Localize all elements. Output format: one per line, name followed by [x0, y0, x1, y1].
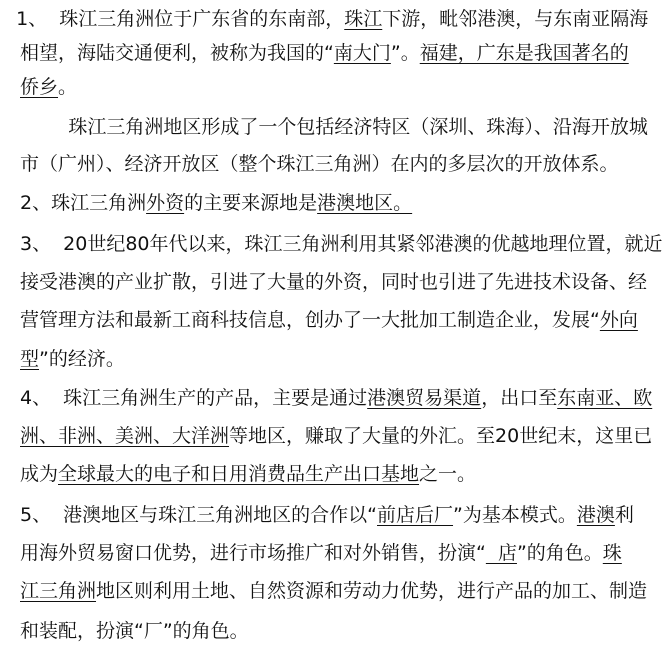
text-segment: 相望，海陆交通便利，被称为我国的“ — [20, 42, 334, 64]
underlined-text: 港澳 — [576, 504, 615, 526]
text-line — [20, 538, 660, 568]
text-segment: ”为基本模式。 — [453, 504, 577, 526]
text-line — [20, 305, 660, 335]
text-line — [20, 616, 660, 646]
underlined-text: 外资 — [146, 192, 185, 214]
text-segment: 3、 20世纪80年代以来，珠江三角洲利用其紧邻港澳的优越地理位置，就近 — [20, 233, 663, 255]
underlined-text: 港澳地区。 — [317, 192, 413, 214]
text-line — [20, 459, 660, 489]
underlined-text: 侨乡 — [20, 76, 59, 98]
underlined-text: 洲、非洲、美洲、大洋洲 — [20, 425, 230, 447]
text-line — [20, 188, 660, 218]
text-segment: 的主要来源地是 — [184, 192, 318, 214]
text-segment: 5、 港澳地区与珠江三角洲地区的合作以“ — [20, 504, 378, 526]
underlined-text: 外向 — [599, 309, 638, 331]
underlined-text: 东南亚、欧 — [557, 387, 653, 409]
underlined-text: 江三角洲 — [20, 580, 97, 602]
text-segment: 成为 — [20, 463, 59, 485]
underlined-text: 福建，广东是我国著名的 — [419, 42, 629, 64]
text-segment: ”。 — [390, 42, 420, 64]
underlined-text: 全球最大的电子和日用消费品生产出口基地 — [58, 463, 420, 485]
text-line — [20, 229, 663, 259]
text-segment: 下游，毗邻港澳，与东南亚隔海 — [382, 8, 649, 30]
text-line — [20, 38, 660, 68]
text-line — [20, 421, 660, 451]
text-segment: 珠江三角洲地区形成了一个包括经济特区（深圳、珠海）、沿海开放城 — [20, 116, 648, 138]
underlined-text: 型 — [20, 348, 40, 370]
underlined-text: 珠 — [602, 542, 622, 564]
text-segment: 。 — [58, 76, 78, 98]
underlined-text: 珠江 — [344, 8, 383, 30]
text-segment: 用海外贸易窗口优势，进行市场推广和对外销售，扮演“ — [20, 542, 486, 564]
text-line — [20, 72, 660, 102]
text-line — [20, 267, 660, 297]
underlined-text: 店 — [485, 542, 517, 564]
text-line — [20, 500, 660, 530]
text-segment: ”的角色。 — [516, 542, 603, 564]
text-segment: 1、 珠江三角洲位于广东省的东南部， — [4, 8, 345, 30]
text-segment: 之一。 — [419, 463, 477, 485]
text-segment: 2、珠江三角洲 — [20, 192, 147, 214]
underlined-text: 前店后厂 — [377, 504, 454, 526]
text-segment: 和装配，扮演“厂”的角色。 — [20, 620, 249, 642]
text-line — [20, 112, 660, 142]
text-segment: 市（广州）、经济开放区（整个珠江三角洲）在内的多层次的开放体系。 — [20, 153, 619, 175]
text-line — [20, 383, 660, 413]
underlined-text: 南大门 — [333, 42, 391, 64]
text-line — [20, 344, 660, 374]
text-line — [4, 4, 649, 34]
text-line — [20, 576, 660, 606]
underlined-text: 港澳贸易渠道 — [367, 387, 482, 409]
text-segment: 等地区，赚取了大量的外汇。至20世纪末，这里已 — [229, 425, 653, 447]
text-segment: 营管理方法和最新工商科技信息，创办了一大批加工制造企业，发展“ — [20, 309, 600, 331]
text-segment: ”的经济。 — [39, 348, 125, 370]
text-segment: 地区则利用土地、自然资源和劳动力优势，进行产品的加工、制造 — [96, 580, 648, 602]
text-segment: ，出口至 — [481, 387, 558, 409]
text-segment: 利 — [614, 504, 634, 526]
text-line — [20, 149, 660, 179]
text-segment: 接受港澳的产业扩散，引进了大量的外资，同时也引进了先进技术设备、经 — [20, 271, 648, 293]
text-segment: 4、 珠江三角洲生产的产品，主要是通过 — [20, 387, 368, 409]
